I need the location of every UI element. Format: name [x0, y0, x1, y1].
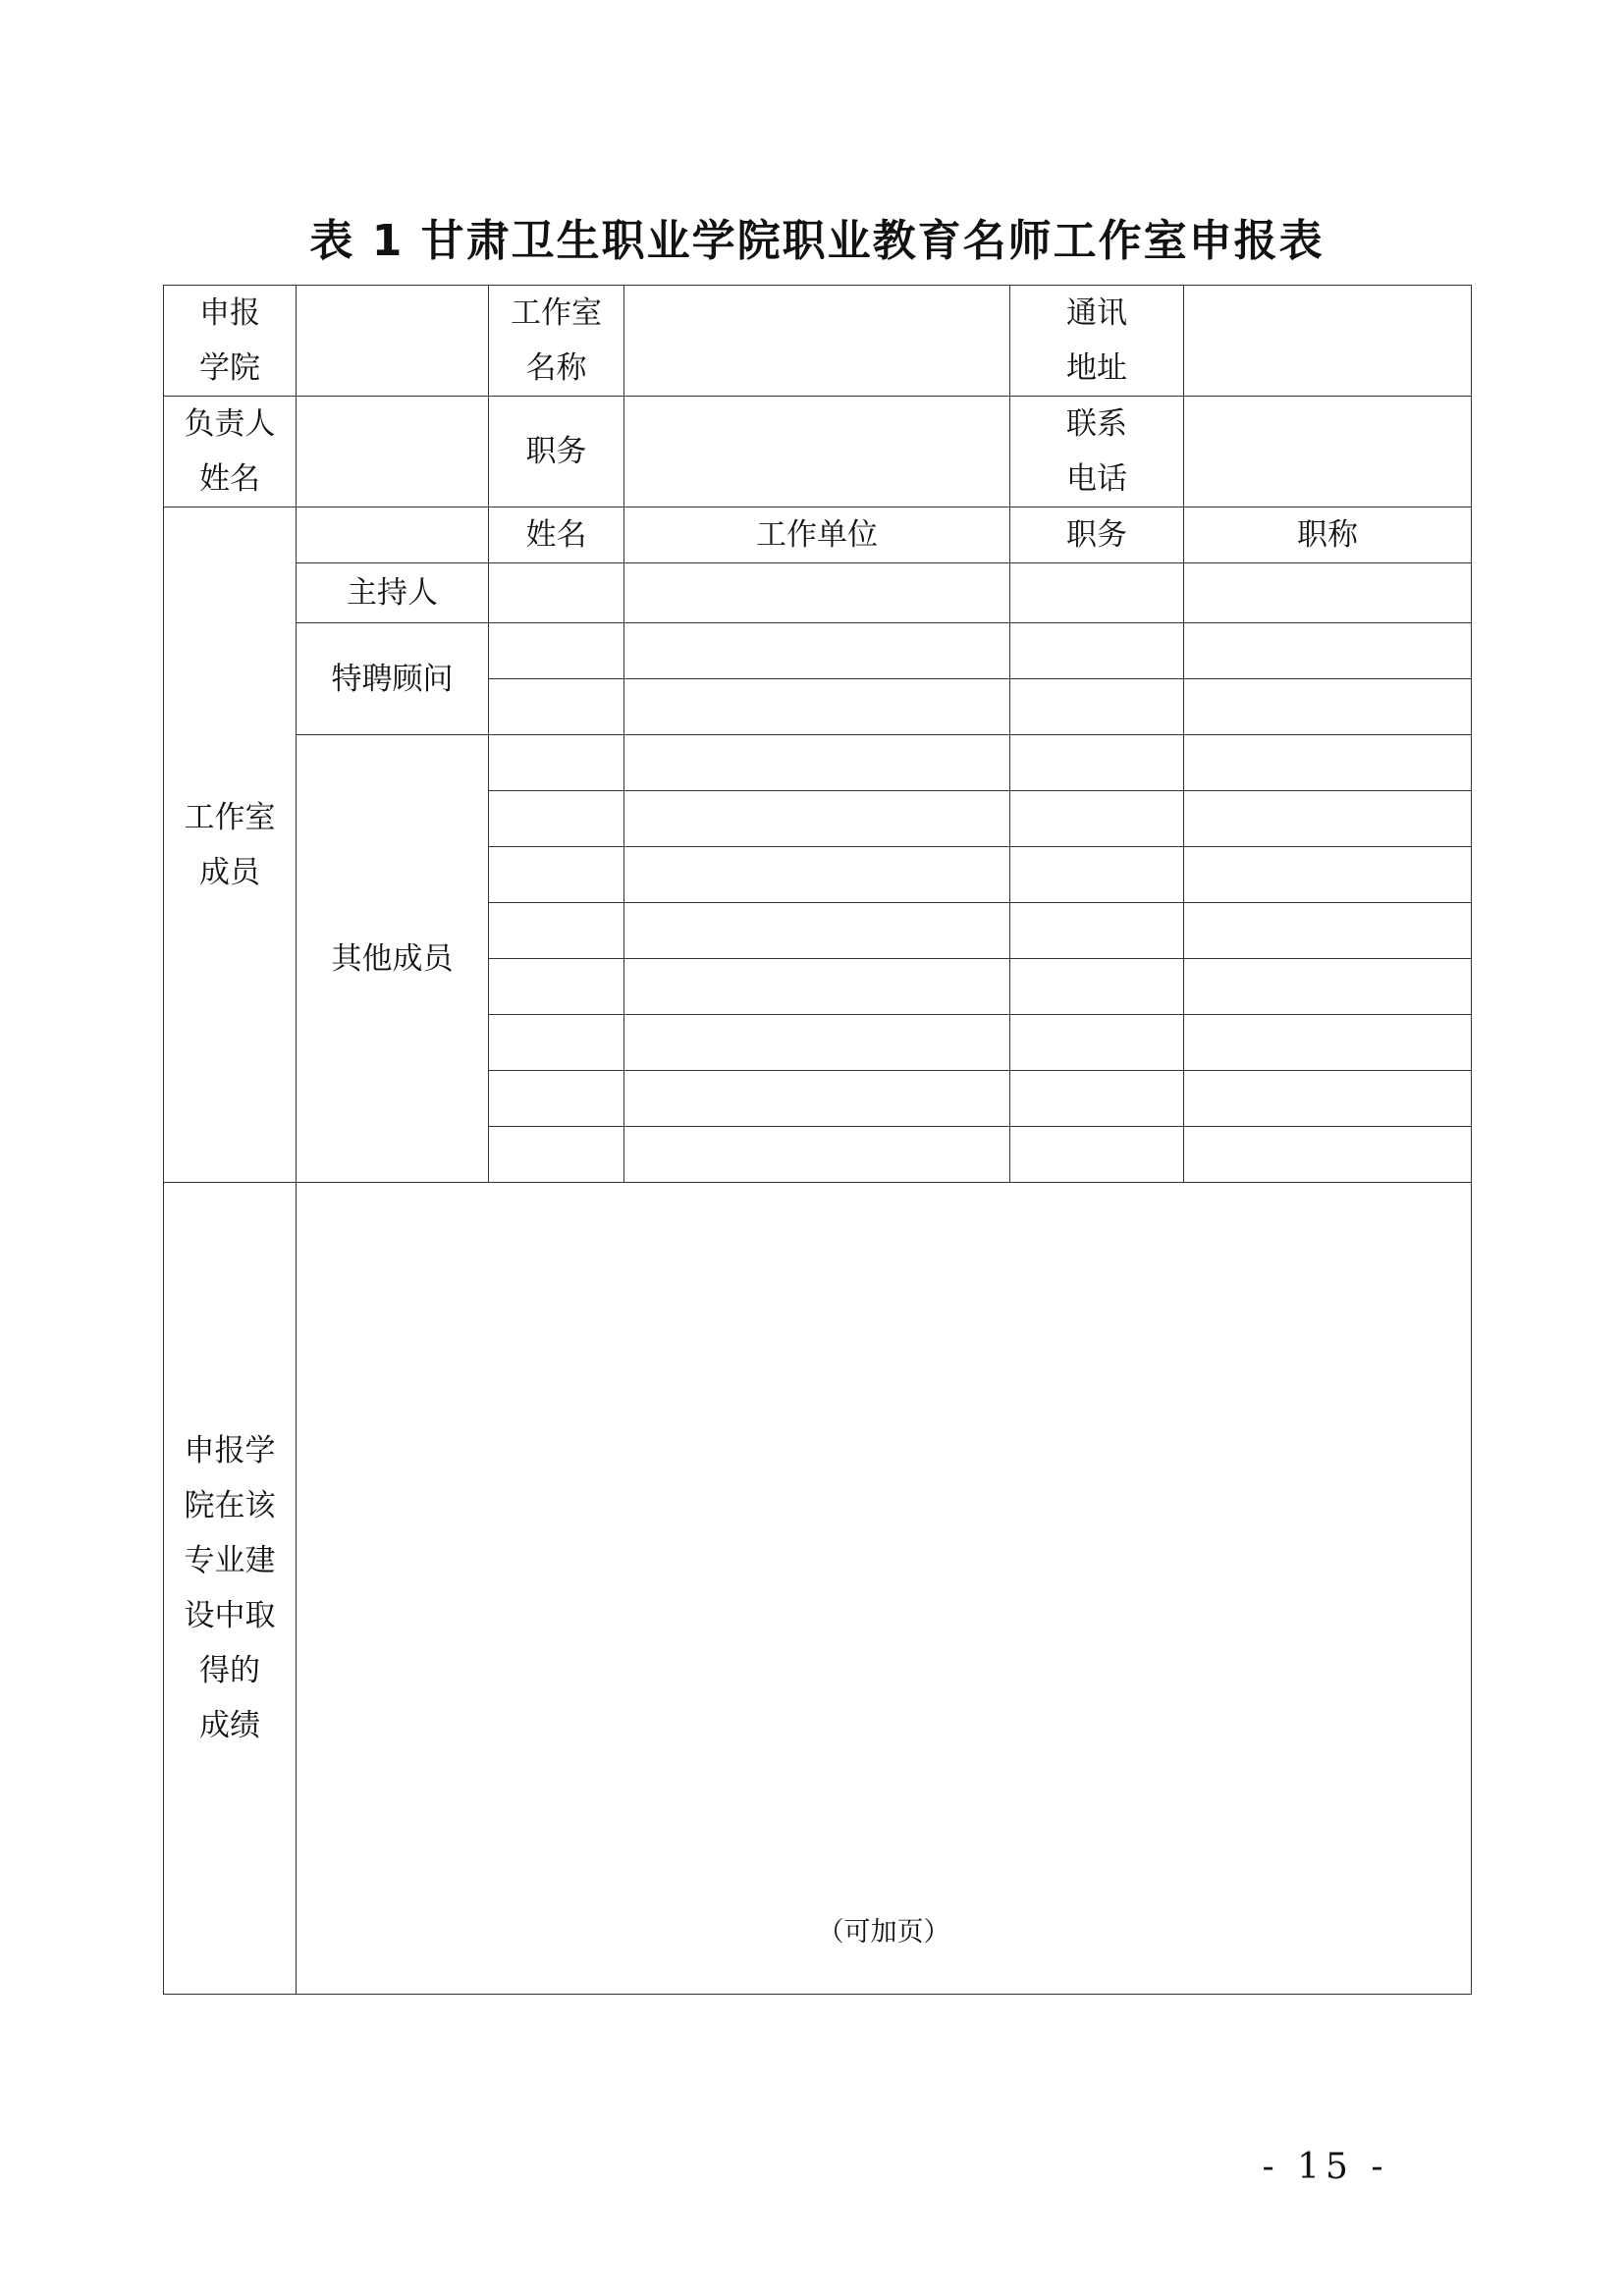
- member-title-field[interactable]: [1184, 1071, 1472, 1127]
- achievements-field[interactable]: [297, 1183, 1472, 1995]
- member-name-field[interactable]: [489, 959, 624, 1015]
- header-name: 姓名: [489, 507, 624, 563]
- page-number: - 15 -: [1262, 2147, 1389, 2187]
- member-unit-field[interactable]: [624, 903, 1010, 959]
- host-label: 主持人: [297, 563, 489, 623]
- role-header-blank: [297, 507, 489, 563]
- member-title-field[interactable]: [1184, 735, 1472, 791]
- other-member-row: [164, 735, 1472, 791]
- achievements-row: [164, 1183, 1472, 1995]
- row-school: [164, 286, 1472, 397]
- member-name-field[interactable]: [489, 847, 624, 903]
- advisor-name-field[interactable]: [489, 623, 624, 679]
- header-unit: 工作单位: [624, 507, 1010, 563]
- phone-label: 联系 电话: [1010, 397, 1184, 507]
- phone-field[interactable]: [1184, 397, 1472, 507]
- application-form-table: [163, 285, 1472, 1995]
- member-name-field[interactable]: [489, 791, 624, 847]
- member-unit-field[interactable]: [624, 1127, 1010, 1183]
- member-title-field[interactable]: [1184, 903, 1472, 959]
- host-unit-field[interactable]: [624, 563, 1010, 623]
- member-unit-field[interactable]: [624, 791, 1010, 847]
- other-members-label: 其他成员: [297, 735, 489, 1183]
- member-title-field[interactable]: [1184, 847, 1472, 903]
- studio-name-label: 工作室 名称: [489, 286, 624, 397]
- header-position: 职务: [1010, 507, 1184, 563]
- member-title-field[interactable]: [1184, 791, 1472, 847]
- advisor-title-field[interactable]: [1184, 679, 1472, 735]
- member-name-field[interactable]: [489, 903, 624, 959]
- advisor-unit-field[interactable]: [624, 679, 1010, 735]
- school-label: 申报 学院: [164, 286, 297, 397]
- studio-name-field[interactable]: [624, 286, 1010, 397]
- member-position-field[interactable]: [1010, 1071, 1184, 1127]
- member-position-field[interactable]: [1010, 1015, 1184, 1071]
- member-position-field[interactable]: [1010, 1127, 1184, 1183]
- member-unit-field[interactable]: [624, 847, 1010, 903]
- header-title: 职称: [1184, 507, 1472, 563]
- leader-position-label: 职务: [489, 397, 624, 507]
- member-position-field[interactable]: [1010, 959, 1184, 1015]
- advisor-unit-field[interactable]: [624, 623, 1010, 679]
- member-unit-field[interactable]: [624, 959, 1010, 1015]
- member-name-field[interactable]: [489, 1071, 624, 1127]
- leader-position-field[interactable]: [624, 397, 1010, 507]
- members-header-row: [164, 507, 1472, 563]
- member-title-field[interactable]: [1184, 1127, 1472, 1183]
- member-unit-field[interactable]: [624, 1015, 1010, 1071]
- member-name-field[interactable]: [489, 735, 624, 791]
- address-field[interactable]: [1184, 286, 1472, 397]
- member-position-field[interactable]: [1010, 735, 1184, 791]
- advisor-title-field[interactable]: [1184, 623, 1472, 679]
- member-title-field[interactable]: [1184, 1015, 1472, 1071]
- advisor-position-field[interactable]: [1010, 679, 1184, 735]
- advisor-row: [164, 623, 1472, 679]
- member-position-field[interactable]: [1010, 791, 1184, 847]
- members-section-label: 工作室 成员: [164, 507, 297, 1183]
- member-unit-field[interactable]: [624, 735, 1010, 791]
- address-label: 通讯 地址: [1010, 286, 1184, 397]
- leader-name-field[interactable]: [297, 397, 489, 507]
- host-position-field[interactable]: [1010, 563, 1184, 623]
- achievements-label: 申报学 院在该 专业建 设中取 得的 成绩: [164, 1183, 297, 1995]
- advisor-name-field[interactable]: [489, 679, 624, 735]
- leader-name-label: 负责人 姓名: [164, 397, 297, 507]
- host-name-field[interactable]: [489, 563, 624, 623]
- member-position-field[interactable]: [1010, 903, 1184, 959]
- member-title-field[interactable]: [1184, 959, 1472, 1015]
- host-title-field[interactable]: [1184, 563, 1472, 623]
- add-page-note: （可加页）: [817, 1917, 950, 1948]
- page-title: 表 1 甘肃卫生职业学院职业教育名师工作室申报表: [309, 216, 1325, 266]
- member-name-field[interactable]: [489, 1127, 624, 1183]
- row-leader: [164, 397, 1472, 507]
- member-name-field[interactable]: [489, 1015, 624, 1071]
- advisor-label: 特聘顾问: [297, 623, 489, 735]
- member-unit-field[interactable]: [624, 1071, 1010, 1127]
- advisor-position-field[interactable]: [1010, 623, 1184, 679]
- host-row: [164, 563, 1472, 623]
- school-field[interactable]: [297, 286, 489, 397]
- member-position-field[interactable]: [1010, 847, 1184, 903]
